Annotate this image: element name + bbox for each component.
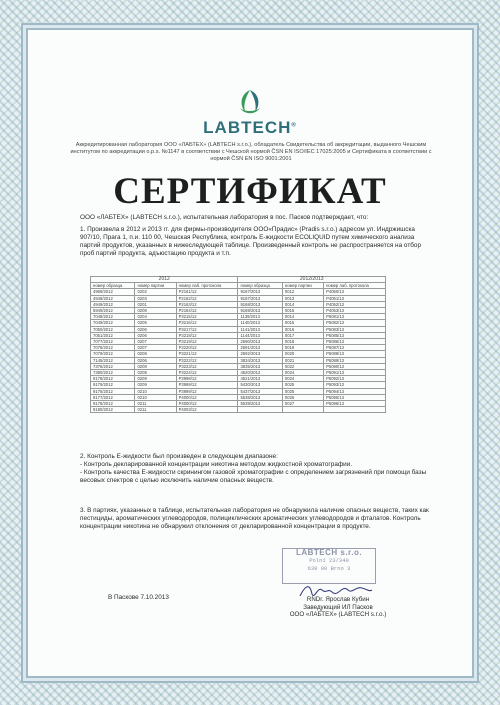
table-cell: 0208 [135, 351, 176, 357]
labtech-logo [200, 88, 300, 138]
table-cell: 9169/2013 [238, 308, 282, 314]
table-cell: P5089/13 [324, 357, 386, 363]
table-cell: P3218/12 [176, 332, 238, 338]
table-cell: 4948/2012 [91, 295, 135, 301]
table-cell: 9175/2012 [91, 388, 135, 394]
table-cell: 3835/2013 [238, 363, 282, 369]
column-header: номер лаб. протокола [324, 283, 386, 289]
stamp-title: LABTECH s.r.o. [295, 548, 363, 557]
table-cell: 0015 [282, 320, 323, 326]
signatory-block [268, 596, 408, 619]
table-cell: 9178/2012 [91, 376, 135, 382]
results-table [90, 276, 386, 413]
table-cell: 7077/2012 [91, 339, 135, 345]
stamp-line: Polní 23/340 [309, 557, 349, 564]
table-cell: P5083/13 [324, 326, 386, 332]
table-cell: 0024 [282, 376, 323, 382]
table-cell: 7051/2012 [91, 332, 135, 338]
paragraph-2: 2. Контроль Е-жидкости был произведен в следующем диапазоне: - Контроль декларированной концентрации никотина методом жидкостной хроматографии. - Контроль качества Е-жидкости скринингом газовой хроматографии с определением загрязнений при помощи базы весовых спектров с целью исключить наличие опасных веществ. [80, 453, 427, 484]
table-cell: 0210 [135, 388, 176, 394]
table-cell: P2164/12 [176, 308, 238, 314]
table-cell: P5086/13 [324, 339, 386, 345]
table-cell [324, 407, 386, 413]
group-header-2012-2013: 2012/2013 [238, 277, 386, 283]
table-row [91, 407, 386, 413]
column-header: номер образца [238, 283, 282, 289]
table-cell: P3999/12 [176, 388, 238, 394]
table-cell: P3224/12 [176, 370, 238, 376]
table-cell: P3222/12 [176, 357, 238, 363]
table-cell: P4000/12 [176, 401, 238, 407]
table-cell: P5085/13 [324, 332, 386, 338]
place-date: В Паскове 7.10.2013 [108, 594, 169, 601]
paragraph-1: 1. Произвела в 2012 и 2013 гг. для фирмы-производителя ООО«Прадис» (Pradis s.r.o.) адресом ул. Индржишска 907/10, Прага 1, п.и. 110 00, Чешская Республика, контроль Е-жидкости ECOLIQUID путем химического анализа партий продуктов, указанных в нижеследующей таблице. Произведенный контроль не распространяется на отбор проб партий продукта, адъюстацию продукта и т.п. [80, 226, 422, 257]
table-cell: 2592/2013 [238, 351, 282, 357]
table-cell: 0204 [135, 314, 176, 320]
table-cell: 0024 [282, 370, 323, 376]
table-cell: 4520/2013 [238, 370, 282, 376]
table-cell: P4053/13 [324, 308, 386, 314]
table-cell: 5949/2012 [91, 308, 135, 314]
table-cell: P3217/12 [176, 326, 238, 332]
table-cell: P3220/12 [176, 345, 238, 351]
results-table-body [91, 289, 386, 413]
table-cell: 7078/2012 [91, 345, 135, 351]
table-cell: 0025 [282, 388, 323, 394]
group-header-2012: 2012 [91, 277, 238, 283]
table-cell: 2591/2013 [238, 345, 282, 351]
table-cell: 0019 [282, 345, 323, 351]
table-cell: P5092/13 [324, 376, 386, 382]
table-cell: P3219/12 [176, 339, 238, 345]
intro-text: ООО «ЛАБТЕХ» (LABTECH s.r.o.), испытательная лаборатория в пос. Пасков подтверждает, что: [80, 214, 369, 221]
table-cell: P5088/13 [324, 351, 386, 357]
table-cell: 0013 [282, 295, 323, 301]
table-cell: 4521/2013 [238, 376, 282, 382]
table-cell: 0202 [135, 289, 176, 295]
table-cell: 7145/2012 [91, 357, 135, 363]
table-cell: 0014 [282, 314, 323, 320]
table-cell: 0020 [282, 351, 323, 357]
column-header: номер партии [135, 283, 176, 289]
table-cell: 1141/2013 [238, 326, 282, 332]
table-cell: P5095/13 [324, 394, 386, 400]
stamp-line: 639 00 Brno 3 [307, 565, 351, 572]
table-cell: 0016 [282, 326, 323, 332]
table-cell: P5090/13 [324, 363, 386, 369]
table-cell: P5082/13 [324, 320, 386, 326]
table-cell: 0208 [135, 370, 176, 376]
signatory-company: ООО «ЛАБТЕХ» (LABTECH s.r.o.) [289, 611, 387, 619]
table-cell: 5539/2013 [238, 401, 282, 407]
table-cell: 7050/2012 [91, 326, 135, 332]
table-cell: 7376/2012 [91, 363, 135, 369]
table-cell: 9178/2012 [91, 401, 135, 407]
table-cell: 9180/2012 [91, 407, 135, 413]
signatory-name: RNDr. Ярослав Кубин [306, 596, 370, 603]
table-cell: 5538/2013 [238, 394, 282, 400]
table-cell: 0014 [282, 301, 323, 307]
table-cell: 9179/2012 [91, 382, 135, 388]
table-cell: 0206 [135, 357, 176, 363]
column-header: номер партии [282, 283, 323, 289]
table-cell: 9167/2013 [238, 289, 282, 295]
table-cell: P5081/13 [324, 314, 386, 320]
table-cell: 7380/2012 [91, 370, 135, 376]
table-cell: P5087/13 [324, 345, 386, 351]
logo-wordmark [200, 118, 300, 138]
table-cell: 0027 [282, 401, 323, 407]
table-cell: 1144/2013 [238, 332, 282, 338]
table-cell: P4050/13 [324, 289, 386, 295]
column-header: номер образца [91, 283, 135, 289]
table-cell: 0207 [135, 339, 176, 345]
table-cell: P4003/12 [176, 407, 238, 413]
registered-mark: ® [291, 122, 297, 129]
paragraph-3: 3. В партиях, указанных в таблице, испытательная лаборатория не обнаружила наличие опасных веществ, таких как пестициды, ароматических углеводородов, полициклических ароматических углеводородов и фталатов. Контроль концентрации никотина не обнаружил отклонения от декларированной концентрации в продукте. [80, 507, 429, 530]
table-cell: 9167/2013 [238, 295, 282, 301]
table-cell: P3216/12 [176, 320, 238, 326]
table-cell: P3999/12 [176, 382, 238, 388]
table-cell: 2590/2013 [238, 339, 282, 345]
table-cell: 0208 [135, 308, 176, 314]
table-cell: 0015 [282, 308, 323, 314]
table-cell: P3221/12 [176, 351, 238, 357]
table-cell: 7048/2012 [91, 314, 135, 320]
table-cell: P4051/13 [324, 295, 386, 301]
table-cell: P5093/13 [324, 382, 386, 388]
logo-name: LABTECH [203, 118, 292, 137]
table-cell: P5091/13 [324, 370, 386, 376]
table-cell: 0018 [282, 339, 323, 345]
table-cell: 0207 [135, 345, 176, 351]
table-cell: 4969/2012 [91, 289, 135, 295]
table-cell: 0205 [135, 320, 176, 326]
table-cell: 7079/2012 [91, 351, 135, 357]
table-cell: 0201 [135, 301, 176, 307]
table-cell: P3223/12 [176, 363, 238, 369]
table-cell: 0211 [135, 407, 176, 413]
table-cell: P2161/12 [176, 289, 238, 295]
table-cell: 0025 [282, 382, 323, 388]
table-cell [238, 407, 282, 413]
table-cell: 4949/2012 [91, 301, 135, 307]
table-cell: 0208 [135, 363, 176, 369]
table-cell: P4000/12 [176, 394, 238, 400]
table-cell: 9168/2013 [238, 301, 282, 307]
table-cell: P5096/13 [324, 401, 386, 407]
table-cell: 0209 [135, 376, 176, 382]
table-cell: 0017 [282, 332, 323, 338]
table-cell: P3215/12 [176, 314, 238, 320]
table-cell: P2162/12 [176, 295, 238, 301]
table-cell: 0026 [282, 394, 323, 400]
table-cell: 0022 [282, 363, 323, 369]
table-cell: 0206 [135, 332, 176, 338]
table-cell: 3834/2013 [238, 357, 282, 363]
table-cell: 0210 [135, 394, 176, 400]
table-cell: 9177/2012 [91, 394, 135, 400]
company-stamp [282, 548, 376, 584]
table-cell: 5437/2013 [238, 388, 282, 394]
table-cell: 0021 [282, 357, 323, 363]
table-cell: 7049/2012 [91, 320, 135, 326]
table-cell: 0203 [135, 295, 176, 301]
table-cell [282, 407, 323, 413]
accreditation-text: Аккредитированная лаборатория ООО «ЛАБТЕХ» (LABTECH s.r.o.), обладатель Свидетельства об аккредитации, выданного Чешским институтом по аккредитации о.р.s. №1147 в соответствии с Чешской нормой ČSN EN ISO/IEC 17025:2005 и Сертификата в соответствии с нормой ČSN EN ISO 9001:2001 [70, 142, 432, 162]
leaf-logo-icon [233, 88, 267, 116]
table-cell: 1139/2013 [238, 314, 282, 320]
table-cell: 1140/2013 [238, 320, 282, 326]
table-cell: 0211 [135, 401, 176, 407]
column-header: номер лаб. протокола [176, 283, 238, 289]
table-cell: P2163/12 [176, 301, 238, 307]
table-cell: 0012 [282, 289, 323, 295]
table-cell: P5094/13 [324, 388, 386, 394]
table-cell: P4052/13 [324, 301, 386, 307]
table-cell: 0209 [135, 382, 176, 388]
certificate-title: СЕРТИФИКАТ [113, 171, 387, 212]
table-cell: 0206 [135, 326, 176, 332]
signatory-position: Заведующий ИЛ Пасков [303, 603, 373, 611]
table-cell: 5430/2013 [238, 382, 282, 388]
table-cell: P3998/12 [176, 376, 238, 382]
